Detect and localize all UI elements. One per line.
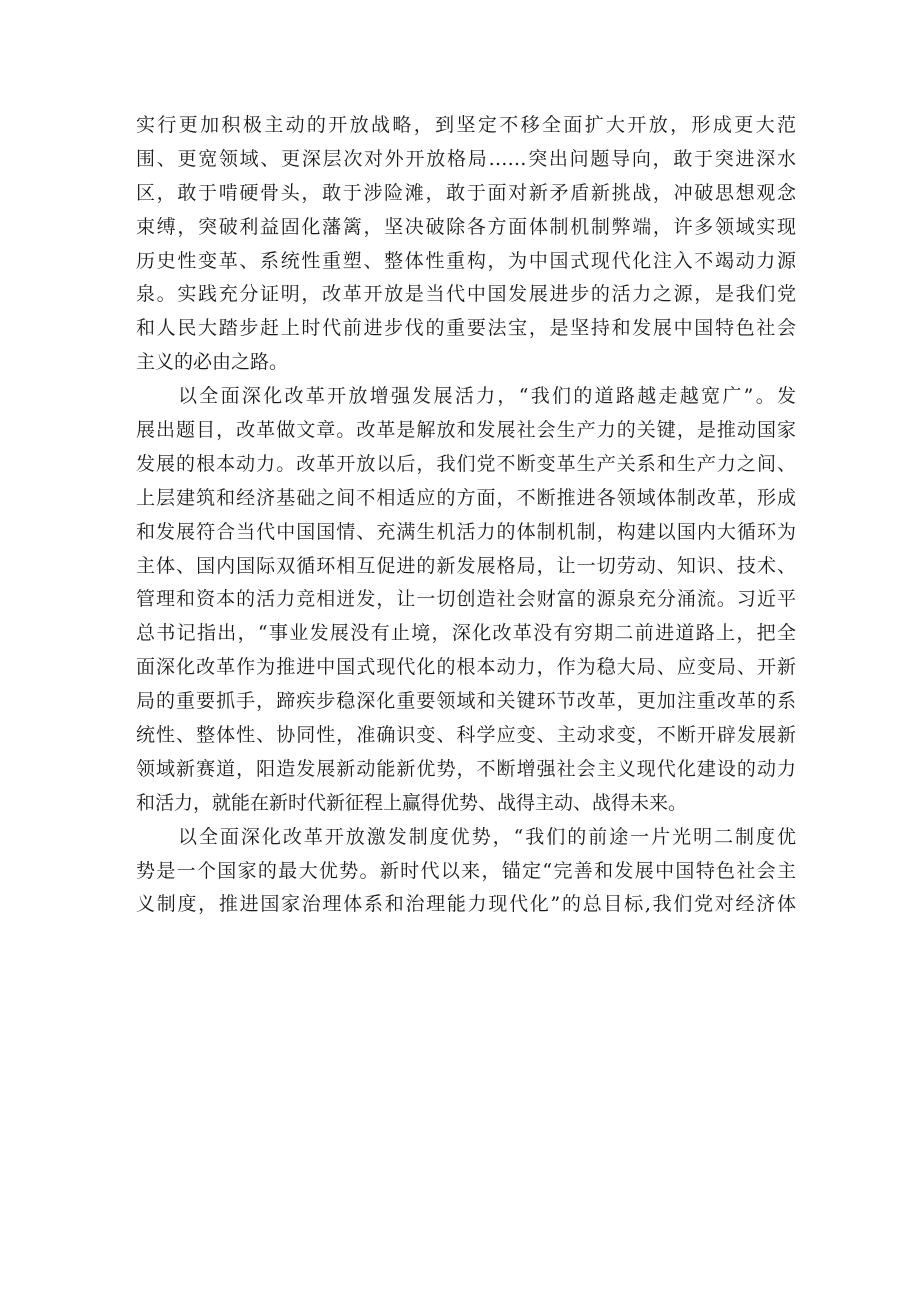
text-line: 义制度，推进国家治理体系和治理能力现代化”的总目标,我们党对经济体 xyxy=(136,893,796,916)
text-line: 主义的必由之路。 xyxy=(136,351,289,374)
text-line: 领域新赛道，阳造发展新动能新优势，不断增强社会主义现代化建设的动力 xyxy=(136,757,796,780)
text-line: 和活力，就能在新时代新征程上赢得优势、战得主动、战得未来。 xyxy=(136,791,688,814)
body-text xyxy=(136,109,796,922)
paragraph-first-line: 以全面深化改革开放增强发展活力，“我们的道路越走越宽广”。发 xyxy=(178,385,796,408)
text-line: 局的重要抓手，蹄疾步稳深化重要领域和关键环节改革，更加注重改革的系 xyxy=(136,690,796,713)
text-line: 历史性变革、系统性重塑、整体性重构，为中国式现代化注入不竭动力源 xyxy=(136,249,796,272)
text-line: 区，敢于啃硬骨头，敢于涉险滩，敢于面对新矛盾新挑战，冲破思想观念 xyxy=(136,181,796,204)
text-line: 总书记指出，“事业发展没有止境，深化改革没有穷期二前进道路上，把全 xyxy=(136,622,796,645)
paragraph-first-line: 以全面深化改革开放激发制度优势，“我们的前途一片光明二制度优 xyxy=(178,825,796,848)
text-line: 势是一个国家的最大优势。新时代以来，锚定“完善和发展中国特色社会主 xyxy=(136,859,796,882)
text-line: 统性、整体性、协同性，准确识变、科学应变、主动求变，不断开辟发展新 xyxy=(136,724,796,747)
text-line: 主体、国内国际双循环相互促进的新发展格局，让一切劳动、知识、技术、 xyxy=(136,554,796,577)
text-line: 展出题目，改革做文章。改革是解放和发展社会生产力的关键，是推动国家 xyxy=(136,419,796,442)
text-line: 束缚，突破利益固化藩篱，坚决破除各方面体制机制弊端，许多领域实现 xyxy=(136,215,796,238)
text-line: 管理和资本的活力竞相迸发，让一切创造社会财富的源泉充分涌流。习近平 xyxy=(136,588,796,611)
text-line: 围、更宽领域、更深层次对外开放格局……突出问题导向，敢于突进深水 xyxy=(136,147,796,170)
text-line: 泉。实践充分证明，改革开放是当代中国发展进步的活力之源，是我们党 xyxy=(136,283,796,306)
text-line: 和人民大踏步赶上时代前进步伐的重要法宝，是坚持和发展中国特色社会 xyxy=(136,317,796,340)
text-line: 上层建筑和经济基础之间不相适应的方面，不断推进各领域体制改革，形成 xyxy=(136,486,796,509)
text-line: 实行更加积极主动的开放战略，到坚定不移全面扩大开放，形成更大范 xyxy=(136,114,796,136)
text-line: 和发展符合当代中国国情、充满生机活力的体制机制，构建以国内大循环为 xyxy=(136,520,796,543)
text-line: 面深化改革作为推进中国式现代化的根本动力，作为稳大局、应变局、开新 xyxy=(136,656,796,679)
text-line: 发展的根本动力。改革开放以后，我们党不断变革生产关系和生产力之间、 xyxy=(136,452,796,475)
